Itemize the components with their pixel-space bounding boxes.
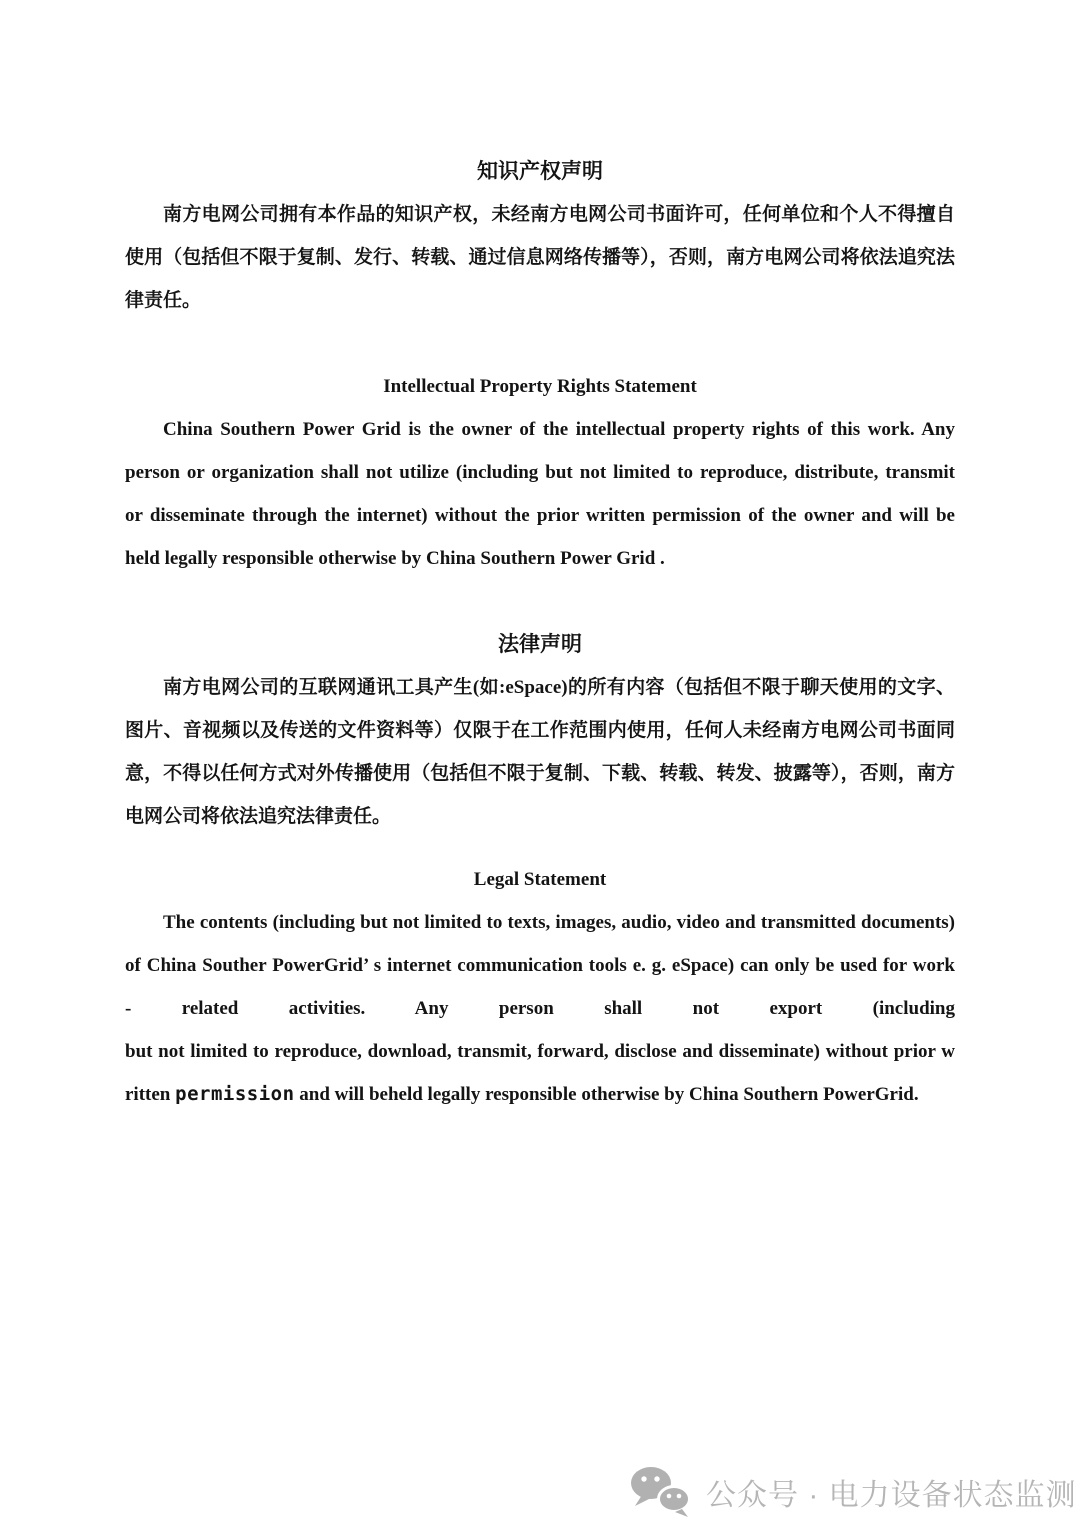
legal-zh-paragraph-line: 意，不得以任何方式对外传播使用（包括但不限于复制、下载、转载、转发、披露等），否则，南方	[125, 763, 955, 784]
ipr-zh-title: 知识产权声明	[477, 159, 603, 183]
section-gap	[125, 322, 955, 365]
ipr-en-title: Intellectual Property Rights Statement	[383, 376, 697, 397]
legal-en-last-line-post: and will beheld legally responsible otherwise by China Southern PowerGrid.	[294, 1084, 919, 1105]
wechat-icon	[630, 1466, 692, 1518]
legal-zh-title: 法律声明	[498, 632, 582, 656]
legal-zh-paragraph-line: 图片、音视频以及传送的文件资料等）仅限于在工作范围内使用，任何人未经南方电网公司书面同	[125, 720, 955, 741]
ipr-en-paragraph-line: person or organization shall not utilize (including but not limited to reproduce, distribute, transmit	[125, 462, 955, 483]
ipr-en-paragraph-line: China Southern Power Grid is the owner of the intellectual property rights of this work. Any	[163, 419, 955, 440]
document-content	[125, 150, 955, 1116]
legal-en-paragraph-line: - related activities. Any person shall not export (including	[125, 998, 955, 1019]
section-gap	[125, 580, 955, 623]
legal-en-paragraph-line	[125, 1073, 955, 1116]
legal-en-permission-word: permission	[175, 1083, 295, 1105]
legal-en-paragraph-line: of China Souther PowerGrid’ s internet communication tools e. g. eSpace) can only be used for work	[125, 955, 955, 976]
ipr-en-paragraph-line: held legally responsible otherwise by China Southern Power Grid .	[125, 548, 665, 569]
legal-en-paragraph-line: but not limited to reproduce, download, transmit, forward, disclose and disseminate) without prior w	[125, 1041, 955, 1062]
legal-en-last-line-pre: ritten	[125, 1084, 176, 1105]
ipr-zh-paragraph-line: 律责任。	[125, 290, 202, 311]
section-gap-small	[125, 838, 955, 858]
ipr-zh-paragraph-line: 南方电网公司拥有本作品的知识产权，未经南方电网公司书面许可，任何单位和个人不得擅自	[163, 204, 955, 225]
wechat-watermark	[630, 1466, 1077, 1518]
legal-zh-paragraph-line: 电网公司将依法追究法律责任。	[125, 806, 392, 827]
ipr-zh-paragraph-line: 使用（包括但不限于复制、发行、转载、通过信息网络传播等），否则，南方电网公司将依法追究法	[125, 247, 955, 268]
legal-en-paragraph-line: The contents (including but not limited to texts, images, audio, video and transmitted documents)	[163, 912, 955, 933]
watermark-label: 公众号 · 电力设备状态监测	[706, 1479, 1077, 1512]
ipr-en-paragraph-line: or disseminate through the internet) without the prior written permission of the owner and will be	[125, 505, 955, 526]
legal-zh-paragraph-line: 南方电网公司的互联网通讯工具产生(如:eSpace)的所有内容（包括但不限于聊天使用的文字、	[163, 677, 955, 698]
legal-en-title: Legal Statement	[473, 869, 607, 890]
